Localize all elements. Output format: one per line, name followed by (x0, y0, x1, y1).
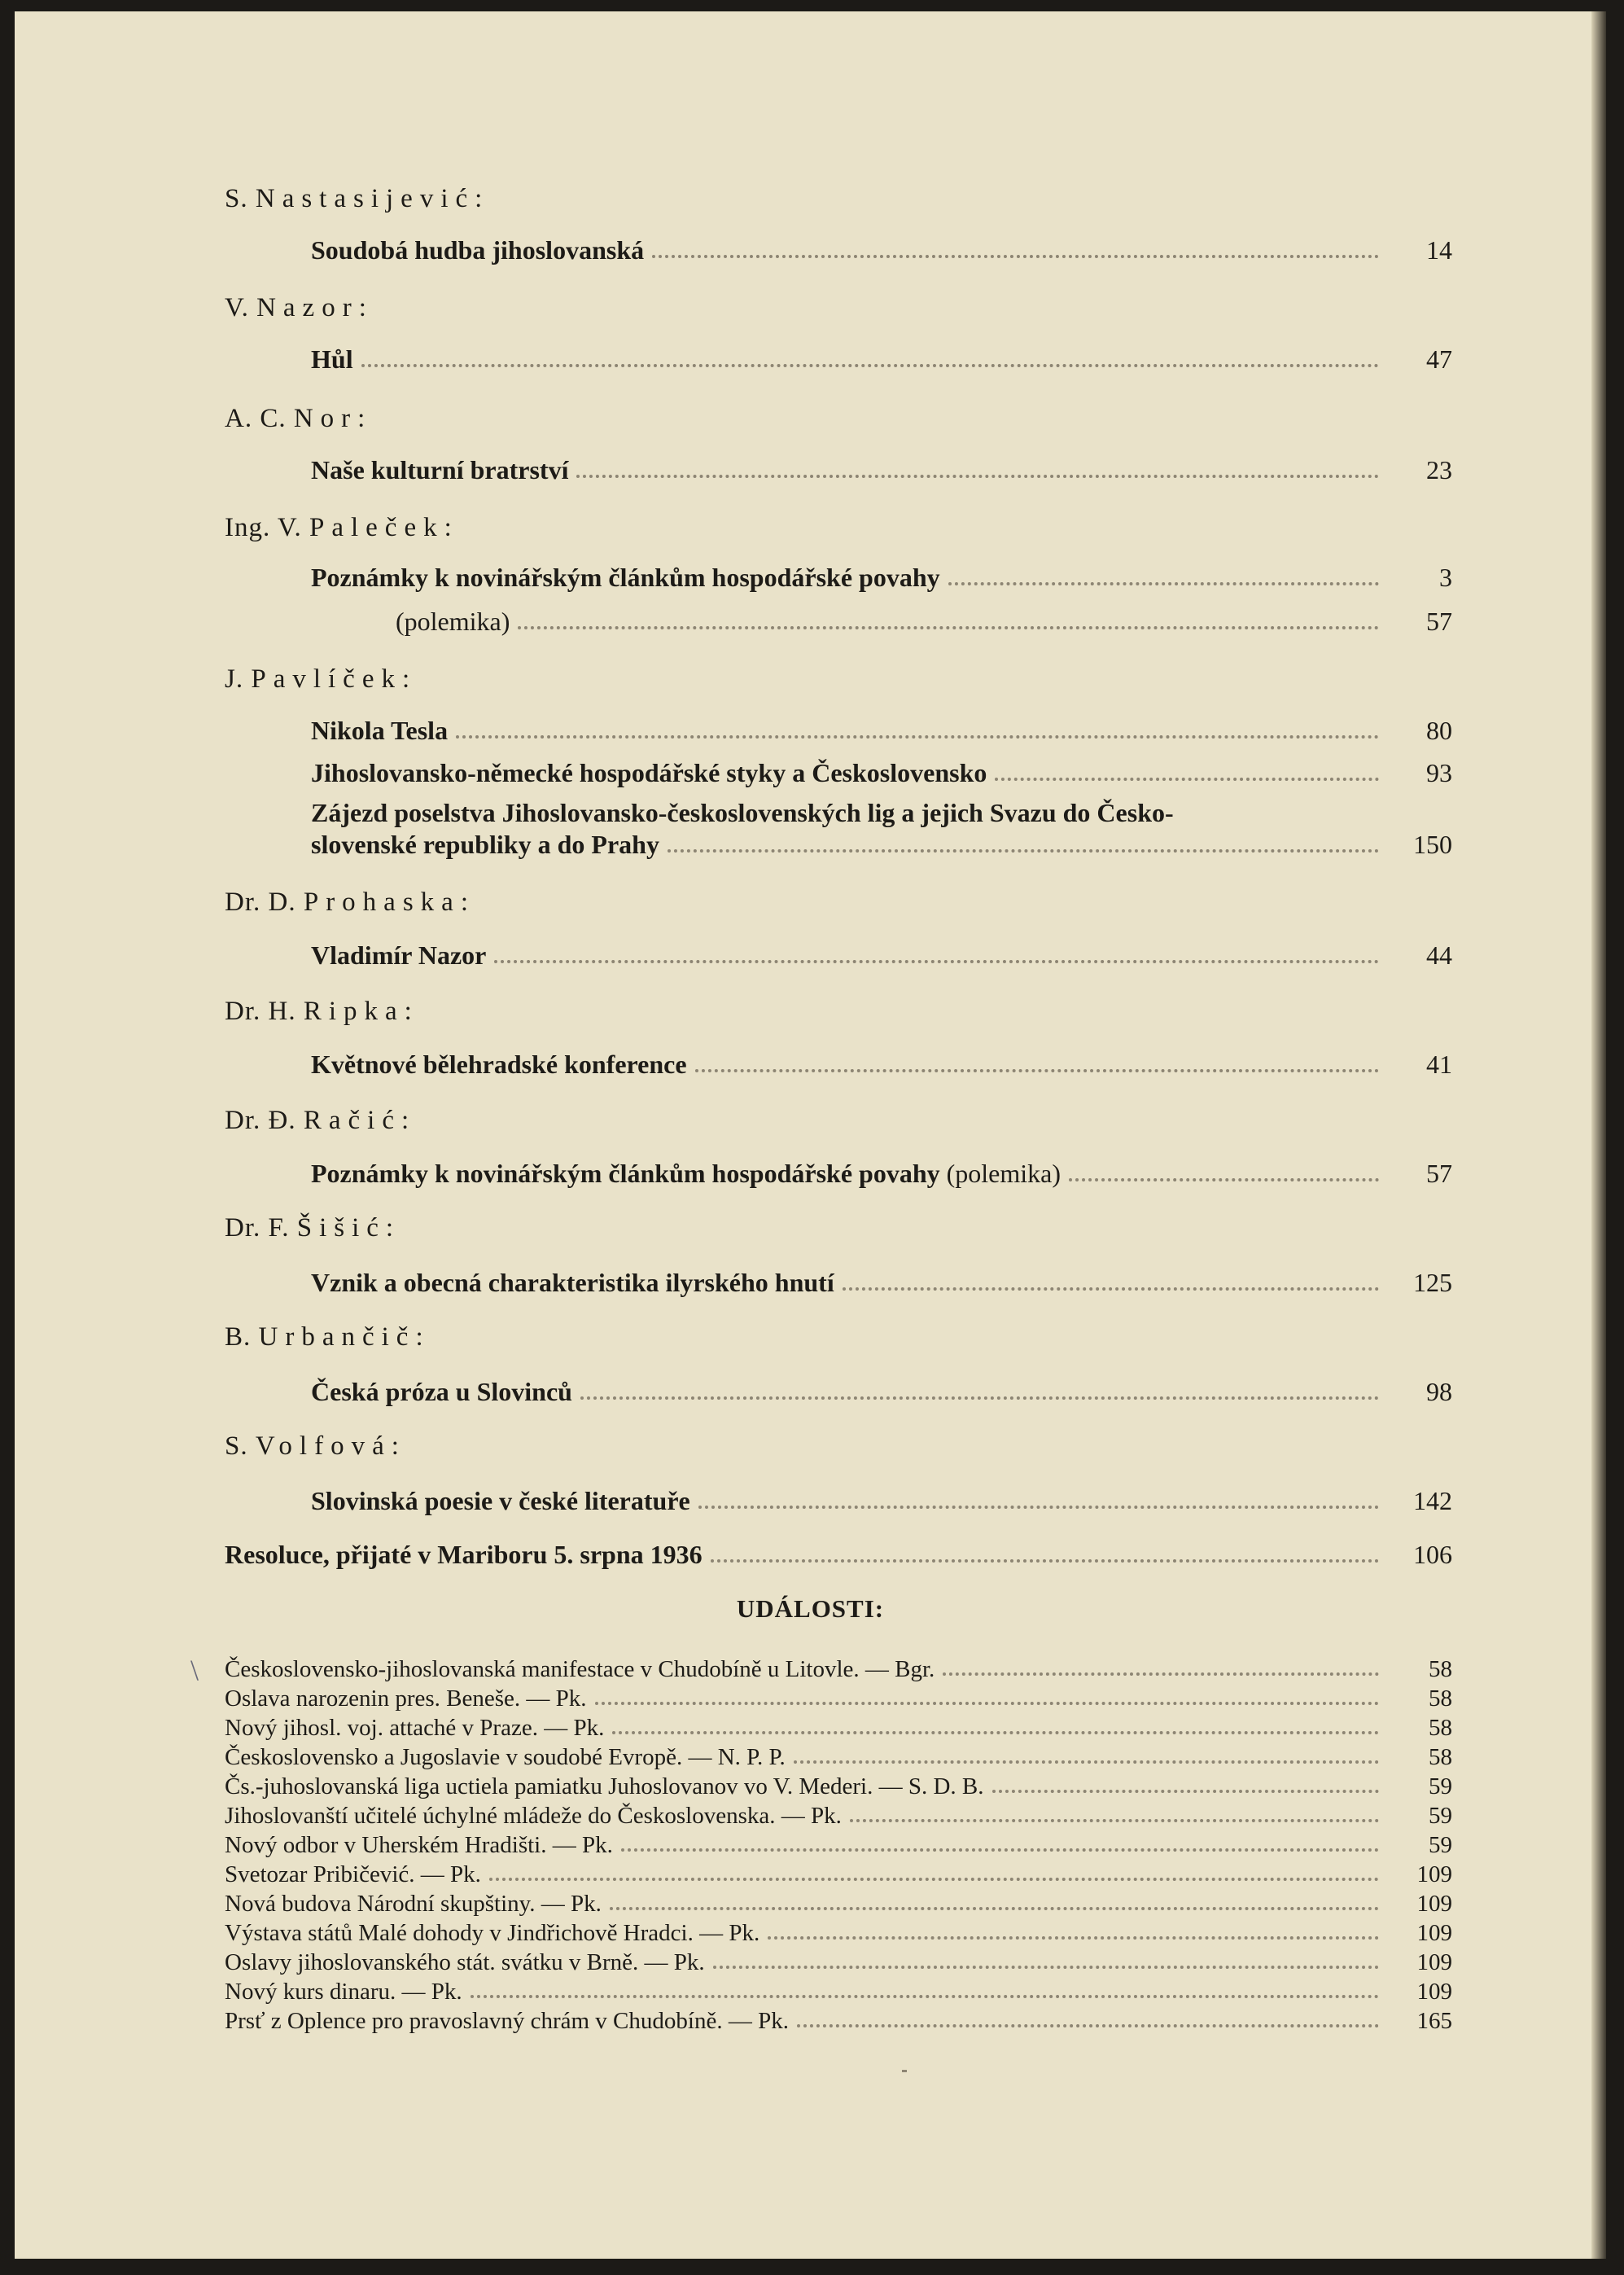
toc-entry (311, 233, 1452, 265)
entry-page: 57 (1426, 607, 1452, 636)
event-page: 59 (1429, 1773, 1452, 1799)
author-heading: Dr. Đ. Račić: (225, 1106, 410, 1135)
author-heading: Dr. F. Šišić: (225, 1213, 395, 1243)
events-heading: UDÁLOSTI: (736, 1594, 885, 1623)
toc-entry (396, 604, 1452, 637)
entry-title: Slovinská poesie v české literatuře (311, 1486, 690, 1515)
author-surname: Pavlíček (251, 664, 402, 694)
author-surname: Volfová (255, 1431, 392, 1461)
event-page: 58 (1429, 1744, 1452, 1770)
event-page: 59 (1429, 1803, 1452, 1829)
author-heading: A. C. Nor: (225, 404, 366, 433)
entry-title-line1: Zájezd poselstva Jihoslovansko-československých lig a jejich Svazu do Česko- (311, 798, 1174, 827)
toc-entry (311, 938, 1452, 971)
author-heading: V. Nazor: (225, 293, 367, 322)
event-text: Československo-jihoslovanská manifestace v Chudobíně u Litovle. — Bgr. (225, 1656, 935, 1682)
entry-title: Naše kulturní bratrství (311, 455, 569, 484)
entry-page: 106 (1413, 1540, 1452, 1569)
entry-title-line2: slovenské republiky a do Prahy (311, 830, 659, 859)
author-surname: Ripka (303, 997, 405, 1026)
author-initials: Dr. F. (225, 1213, 290, 1243)
entry-title: Nikola Tesla (311, 716, 449, 745)
event-page: 109 (1416, 1861, 1452, 1887)
entry-title: Jihoslovansko-německé hospodářské styky a Československo (311, 758, 987, 787)
event-text: Svetozar Pribičević. — Pk. (225, 1861, 481, 1887)
author-initials: Dr. H. (225, 997, 296, 1026)
author-initials: Dr. Đ. (225, 1106, 296, 1135)
paper-speck (902, 2070, 907, 2072)
entry-title: Vladimír Nazor (311, 940, 487, 970)
event-text: Nový jihosl. voj. attaché v Praze. — Pk. (225, 1715, 605, 1741)
entry-page: 142 (1413, 1486, 1452, 1515)
author-initials: S. (225, 184, 248, 213)
toc-entry (311, 342, 1452, 375)
author-initials: A. C. (225, 404, 287, 433)
margin-mark: \ (190, 1654, 199, 1686)
toc-entry (311, 453, 1452, 485)
document-page (15, 11, 1606, 2259)
resolution-entry (225, 1537, 1452, 1570)
author-heading: S. Nastasijević: (225, 184, 484, 213)
toc-entry (311, 1374, 1452, 1407)
toc-entry (311, 798, 1452, 860)
event-page: 58 (1429, 1656, 1452, 1682)
event-item (225, 1891, 1452, 1918)
entry-title: Hůl (311, 344, 353, 374)
toc-entry (311, 560, 1452, 593)
toc-entry (311, 756, 1452, 788)
entry-page: 47 (1426, 344, 1452, 374)
author-initials: V. (225, 293, 249, 322)
event-text: Nová budova Národní skupštiny. — Pk. (225, 1891, 602, 1917)
entry-page: 23 (1426, 455, 1452, 484)
author-initials: Ing. V. (225, 513, 302, 542)
author-initials: Dr. D. (225, 888, 296, 917)
event-page: 165 (1416, 2008, 1452, 2034)
author-heading: Dr. H. Ripka: (225, 997, 413, 1026)
event-item (225, 1715, 1452, 1742)
event-item (225, 1949, 1452, 1976)
event-item (225, 1744, 1452, 1771)
entry-page: 150 (1413, 830, 1452, 859)
event-text: Jihoslovanští učitelé úchylné mládeže do Československa. — Pk. (225, 1803, 842, 1829)
author-surname: Račić (303, 1106, 401, 1135)
entry-page: 98 (1426, 1377, 1452, 1406)
entry-title: Poznámky k novinářským článkům hospodářské povahy (311, 563, 940, 592)
event-text: Nový odbor v Uherském Hradišti. — Pk. (225, 1832, 613, 1858)
event-item (225, 1803, 1452, 1830)
author-surname: Paleček (309, 513, 444, 542)
entry-page: 57 (1426, 1159, 1452, 1188)
event-text: Oslavy jihoslovanského stát. svátku v Brně. — Pk. (225, 1949, 705, 1975)
author-surname: Urbančič (258, 1322, 416, 1352)
event-text: Čs.-juhoslovanská liga uctiela pamiatku Juhoslovanov vo V. Mederi. — S. D. B. (225, 1773, 984, 1799)
author-heading: Dr. D. Prohaska: (225, 888, 469, 917)
author-surname: Prohaska (303, 888, 461, 917)
event-page: 109 (1416, 1920, 1452, 1946)
event-item (225, 1773, 1452, 1800)
entry-title: Vznik a obecná charakteristika ilyrského hnutí (311, 1268, 834, 1297)
event-page: 109 (1416, 1891, 1452, 1917)
author-surname: Nazor (256, 293, 359, 322)
entry-title: Květnové bělehradské konference (311, 1050, 687, 1079)
event-item (225, 2008, 1452, 2035)
event-item (225, 1861, 1452, 1888)
event-page: 109 (1416, 1979, 1452, 2005)
event-text: Československo a Jugoslavie v soudobé Evropě. — N. P. P. (225, 1744, 786, 1770)
event-item (225, 1685, 1452, 1712)
author-surname: Nastasijević (255, 184, 475, 213)
author-initials: S. (225, 1431, 248, 1461)
event-page: 59 (1429, 1832, 1452, 1858)
author-heading: J. Pavlíček: (225, 664, 411, 694)
author-surname: Šišić (296, 1213, 386, 1243)
entry-title: Resoluce, přijaté v Mariboru 5. srpna 1936 (225, 1540, 703, 1569)
event-text: Oslava narozenin pres. Beneše. — Pk. (225, 1685, 587, 1712)
entry-page: 93 (1426, 758, 1452, 787)
event-item (225, 1979, 1452, 2005)
toc-entry (311, 1265, 1452, 1298)
event-item (225, 1832, 1452, 1859)
event-text: Prsť z Oplence pro pravoslavný chrám v Chudobíně. — Pk. (225, 2008, 789, 2034)
entry-title: Česká próza u Slovinců (311, 1377, 572, 1406)
event-item (225, 1656, 1452, 1683)
entry-page: 41 (1426, 1050, 1452, 1079)
author-initials: B. (225, 1322, 252, 1352)
toc-entry (311, 1484, 1452, 1516)
author-initials: J. (225, 664, 244, 694)
author-surname: Nor (293, 404, 358, 433)
toc-entry (311, 713, 1452, 746)
entry-title: (polemika) (396, 607, 510, 636)
event-text: Nový kurs dinaru. — Pk. (225, 1979, 462, 2005)
page-edge (1591, 11, 1606, 2259)
entry-title: Poznámky k novinářským článkům hospodářské povahy (311, 1159, 940, 1188)
event-page: 58 (1429, 1715, 1452, 1741)
entry-title: Soudobá hudba jihoslovanská (311, 235, 645, 265)
entry-title-suffix: (polemika) (946, 1159, 1062, 1188)
author-heading: B. Urbančič: (225, 1322, 424, 1352)
entry-page: 44 (1426, 940, 1452, 970)
event-page: 58 (1429, 1685, 1452, 1712)
entry-page: 80 (1426, 716, 1452, 745)
event-page: 109 (1416, 1949, 1452, 1975)
author-heading: Ing. V. Paleček: (225, 513, 453, 542)
toc-entry (311, 1156, 1452, 1189)
entry-page: 125 (1413, 1268, 1452, 1297)
entry-page: 3 (1439, 563, 1452, 592)
event-text: Výstava států Malé dohody v Jindřichově Hradci. — Pk. (225, 1920, 760, 1946)
entry-page: 14 (1426, 235, 1452, 265)
event-item (225, 1920, 1452, 1947)
author-heading: S. Volfová: (225, 1431, 400, 1461)
toc-entry (311, 1047, 1452, 1080)
